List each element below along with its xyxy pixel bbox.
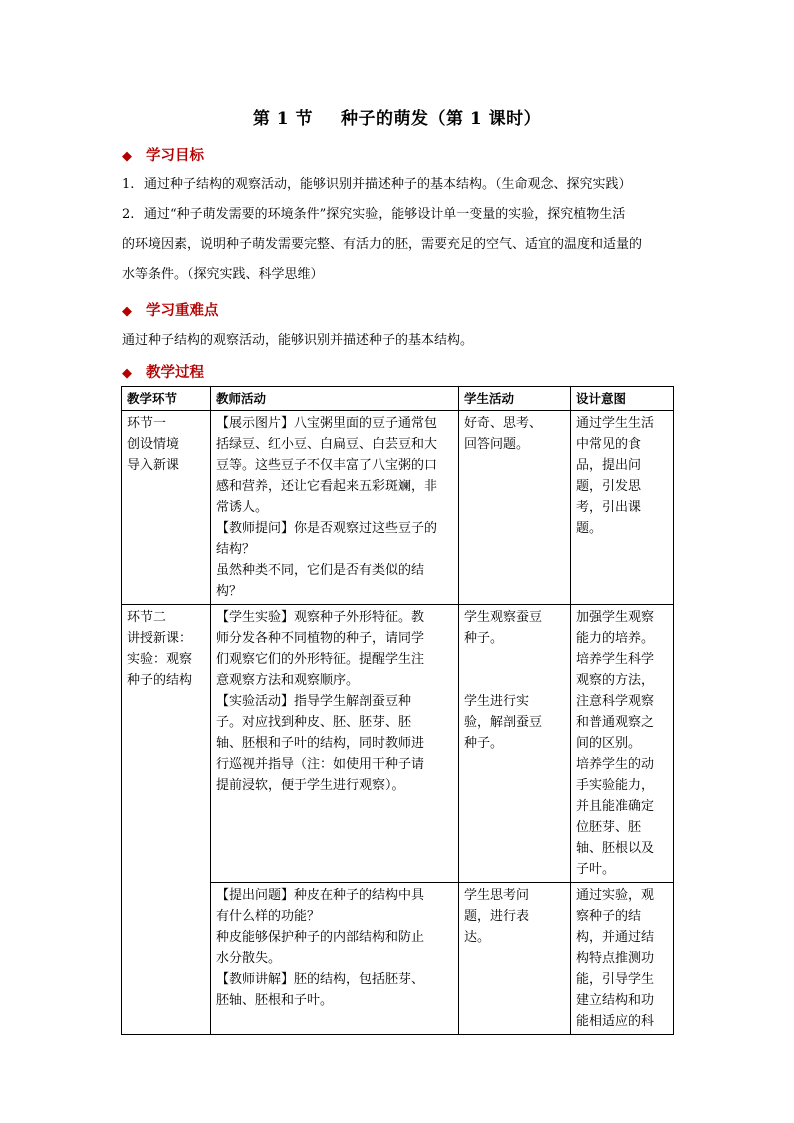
goal-text: 的环境因素，说明种子萌发需要完整、有活力的胚，需要充足的空气、适宜的温度和适量的 <box>122 237 643 252</box>
cell-line: 能力的培养。 <box>576 631 655 646</box>
cell-line: 讲授新课： <box>127 631 193 646</box>
cell-line: 导入新课 <box>127 458 180 473</box>
goal-item-2 <box>122 200 678 290</box>
cell-line: 种子。 <box>464 631 504 646</box>
cell-line: 能相适应的科 <box>576 1014 655 1029</box>
student-activity-cell <box>459 605 571 883</box>
cell-line: 构，并通过结 <box>576 930 655 945</box>
cell-line: 位胚芽、胚 <box>576 820 642 835</box>
table-header-row <box>122 387 674 411</box>
diamond-bullet-icon: ◆ <box>122 149 132 164</box>
goal-text: 通过种子结构的观察活动，能够识别并描述种子的基本结构。（生命观念、探究实践） <box>144 177 632 192</box>
goal-number: 1. <box>122 177 135 192</box>
cell-line: 轴、胚根和子叶的结构，同时教师进 <box>216 736 425 751</box>
design-intent-cell <box>571 605 674 883</box>
stage-cell <box>122 411 211 605</box>
cell-line: 察种子的结 <box>576 909 642 924</box>
lesson-process-table <box>121 386 674 1035</box>
teacher-activity-cell <box>211 411 459 605</box>
cell-line: 学生思考问 <box>464 888 530 903</box>
goal-text: 水等条件。（探究实践、科学思维） <box>122 267 324 282</box>
section-heading-keypoints <box>122 299 219 320</box>
cell-line: 考，引出课 <box>576 500 642 515</box>
goal-text: 通过“种子萌发需要的环境条件”探究实验，能够设计单一变量的实验，探究植物生活 <box>144 207 626 222</box>
keypoint-text: 通过种子结构的观察活动，能够识别并描述种子的基本结构。 <box>122 333 474 348</box>
cell-line: 子叶。 <box>576 862 616 877</box>
cell-line: 【提出问题】种皮在种子的结构中具 <box>216 888 425 903</box>
cell-line: 中常见的食 <box>576 437 642 452</box>
cell-line: 题，进行表 <box>464 909 530 924</box>
cell-line: 间的区别。 <box>576 736 642 751</box>
cell-line: 题。 <box>576 521 603 536</box>
stage-cell <box>122 605 211 1035</box>
cell-line: 豆等。这些豆子不仅丰富了八宝粥的口 <box>216 458 438 473</box>
cell-line: 意观察方法和观察顺序。 <box>216 673 360 688</box>
section-heading-process <box>122 361 204 382</box>
cell-line: 学生观察蚕豆 <box>464 610 543 625</box>
goal-number: 2. <box>122 207 135 222</box>
cell-line: 【教师讲解】胚的结构，包括胚芽、 <box>216 972 425 987</box>
table-row <box>122 411 674 605</box>
lesson-title <box>0 104 794 129</box>
cell-line: 括绿豆、红小豆、白扁豆、白芸豆和大 <box>216 437 438 452</box>
cell-line: 题，引发思 <box>576 479 642 494</box>
table-row <box>122 605 674 883</box>
section-label: 学习目标 <box>146 147 204 164</box>
cell-line: 师分发各种不同植物的种子，请同学 <box>216 631 425 646</box>
cell-line: 品，提出问 <box>576 458 642 473</box>
cell-line: 学生进行实 <box>464 694 530 709</box>
cell-line: 【学生实验】观察种子外形特征。教 <box>216 610 425 625</box>
teacher-activity-cell <box>211 605 459 883</box>
student-activity-cell <box>459 883 571 1035</box>
header-cell: 教学环节 <box>122 387 211 411</box>
cell-line: 好奇、思考、 <box>464 416 543 431</box>
cell-line: 通过实验，观 <box>576 888 655 903</box>
cell-line: 种皮能够保护种子的内部结构和防止 <box>216 930 425 945</box>
header-cell: 教师活动 <box>211 387 459 411</box>
cell-line: 【教师提问】你是否观察过这些豆子的 <box>216 521 438 536</box>
cell-line: 和普通观察之 <box>576 715 655 730</box>
cell-line: 实验：观察 <box>127 652 193 667</box>
cell-line: 水分散失。 <box>216 951 282 966</box>
cell-line: 行巡视并指导（注：如使用干种子请 <box>216 757 425 772</box>
cell-line: 【展示图片】八宝粥里面的豆子通常包 <box>216 416 438 431</box>
cell-line: 手实验能力， <box>576 778 655 793</box>
cell-line: 有什么样的功能？ <box>216 909 321 924</box>
cell-line: 通过学生生活 <box>576 416 655 431</box>
cell-line: 轴、胚根以及 <box>576 841 655 856</box>
cell-line: 胚轴、胚根和子叶。 <box>216 993 334 1008</box>
header-cell: 设计意图 <box>571 387 674 411</box>
cell-line: 们观察它们的外形特征。提醒学生注 <box>216 652 425 667</box>
cell-line: 环节一 <box>127 416 167 431</box>
cell-line: 达。 <box>464 930 491 945</box>
cell-line: 环节二 <box>127 610 167 625</box>
cell-line: 构？ <box>216 584 243 599</box>
cell-spacer <box>464 649 565 691</box>
lesson-name: 种子的萌发（第 1 课时） <box>341 109 542 129</box>
diamond-bullet-icon: ◆ <box>122 304 132 319</box>
section-label: 教学过程 <box>146 364 204 381</box>
cell-line: 培养学生科学 <box>576 652 655 667</box>
cell-line: 创设情境 <box>127 437 180 452</box>
section-label: 学习重难点 <box>146 302 219 319</box>
teacher-activity-cell <box>211 883 459 1035</box>
cell-line: 注意科学观察 <box>576 694 655 709</box>
cell-line: 加强学生观察 <box>576 610 655 625</box>
cell-line: 构特点推测功 <box>576 951 655 966</box>
cell-line: 常诱人。 <box>216 500 269 515</box>
cell-line: 回答问题。 <box>464 437 530 452</box>
cell-line: 感和营养，还让它看起来五彩斑斓，非 <box>216 479 438 494</box>
cell-line: 提前浸软，便于学生进行观察）。 <box>216 778 405 793</box>
lesson-number: 第 1 节 <box>252 109 313 129</box>
cell-line: 观察的方法， <box>576 673 655 688</box>
header-cell: 学生活动 <box>459 387 571 411</box>
cell-line: 验，解剖蚕豆 <box>464 715 543 730</box>
cell-line: 能，引导学生 <box>576 972 655 987</box>
cell-line: 建立结构和功 <box>576 993 655 1008</box>
section-heading-goals <box>122 144 204 165</box>
cell-line: 【实验活动】指导学生解剖蚕豆种 <box>216 694 412 709</box>
cell-line: 种子的结构 <box>127 673 193 688</box>
student-activity-cell <box>459 411 571 605</box>
cell-line: 培养学生的动 <box>576 757 655 772</box>
cell-line: 子。对应找到种皮、胚、胚芽、胚 <box>216 715 412 730</box>
design-intent-cell <box>571 883 674 1035</box>
cell-line: 种子。 <box>464 736 504 751</box>
diamond-bullet-icon: ◆ <box>122 366 132 381</box>
design-intent-cell <box>571 411 674 605</box>
cell-line: 并且能准确定 <box>576 799 655 814</box>
cell-line: 虽然种类不同，它们是否有类似的结 <box>216 563 425 578</box>
goal-item-1 <box>122 170 678 200</box>
cell-line: 结构？ <box>216 542 256 557</box>
